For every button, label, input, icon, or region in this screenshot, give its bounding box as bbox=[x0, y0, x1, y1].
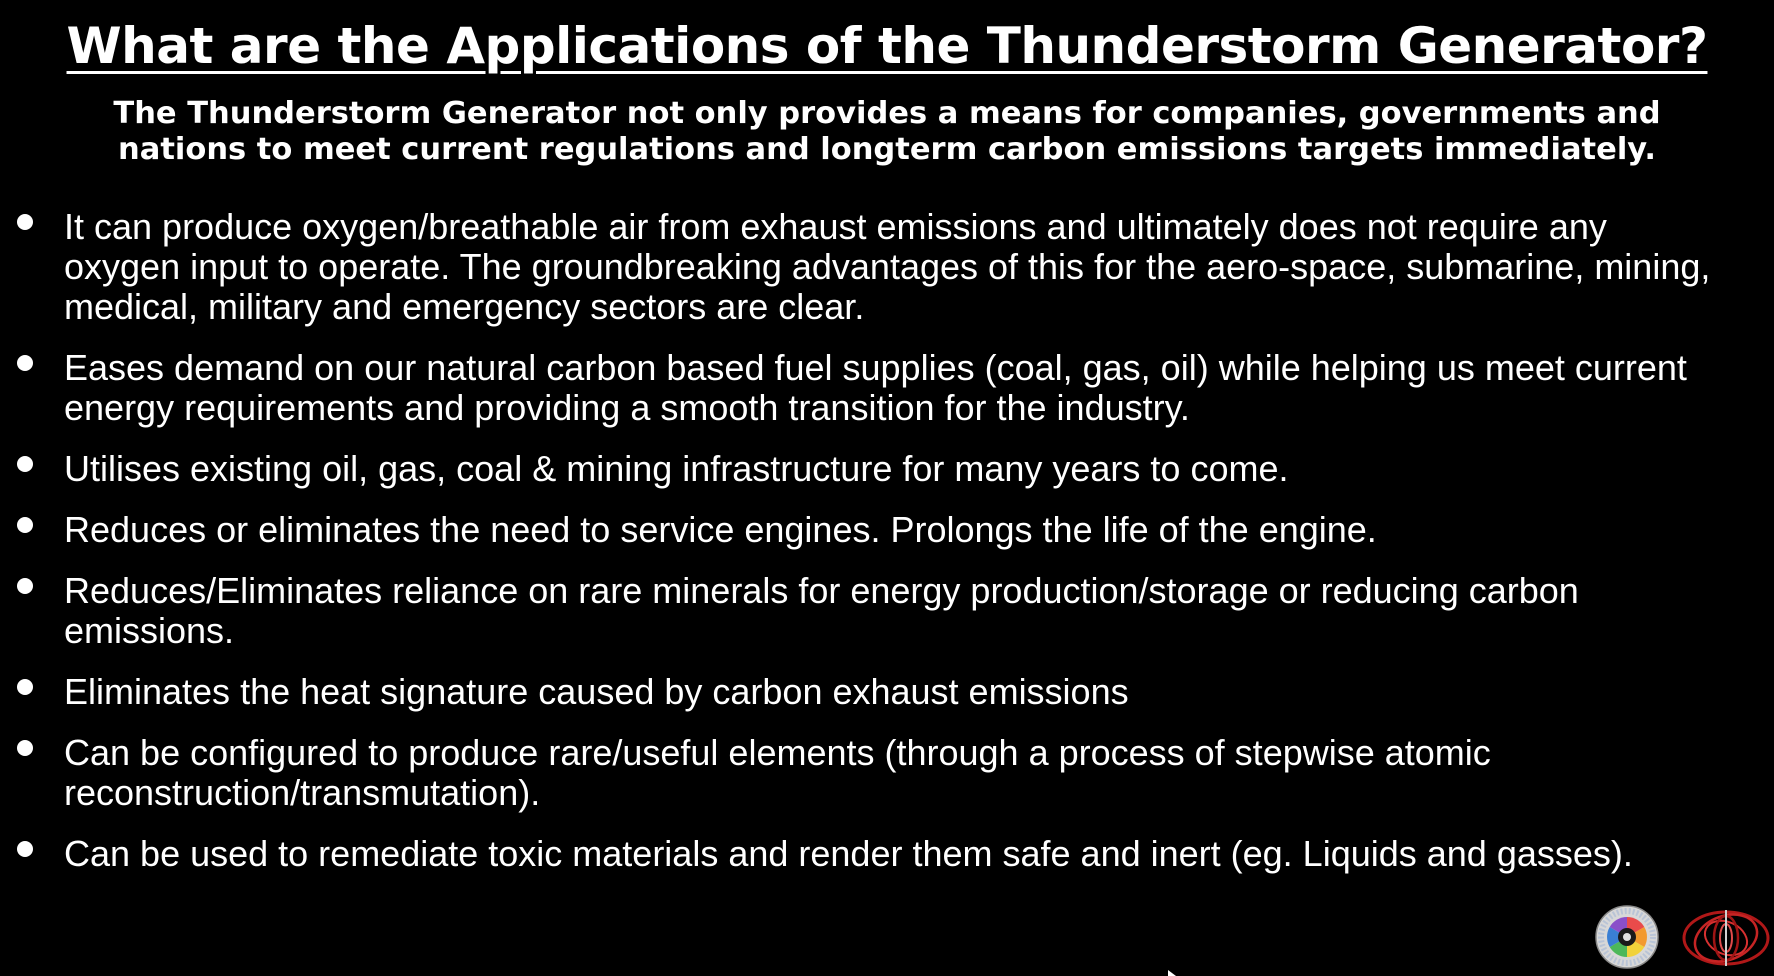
bullet-list bbox=[0, 207, 1730, 895]
bullet-text: Eliminates the heat signature caused by carbon exhaust emissions bbox=[64, 671, 1129, 712]
bullet-text: Eases demand on our natural carbon based fuel supplies (coal, gas, oil) while helping us meet current energy requirements and providing a smooth transition for the industry. bbox=[64, 347, 1687, 428]
color-wheel-logo-icon bbox=[1594, 904, 1660, 970]
bullet-text: Reduces or eliminates the need to service engines. Prolongs the life of the engine. bbox=[64, 509, 1377, 550]
bullet-item bbox=[0, 571, 1730, 651]
bullet-dot-icon bbox=[17, 740, 33, 756]
bullet-item bbox=[0, 348, 1730, 428]
bullet-text: Utilises existing oil, gas, coal & mining infrastructure for many years to come. bbox=[64, 448, 1289, 489]
bullet-dot-icon bbox=[17, 679, 33, 695]
bullet-text: It can produce oxygen/breathable air from exhaust emissions and ultimately does not require any oxygen input to operate. The groundbreaking advantages of this for the aero-space, submarine, mining, medical, military and emergency sectors are clear. bbox=[64, 206, 1711, 327]
bullet-dot-icon bbox=[17, 517, 33, 533]
red-coil-logo-icon bbox=[1680, 906, 1772, 970]
bullet-item bbox=[0, 449, 1730, 489]
bullet-dot-icon bbox=[17, 841, 33, 857]
slide-title-text: What are the Applications of the Thunderstorm Generator? bbox=[66, 17, 1708, 75]
bullet-text: Reduces/Eliminates reliance on rare minerals for energy production/storage or reducing carbon emissions. bbox=[64, 570, 1579, 651]
bullet-item bbox=[0, 207, 1730, 327]
bullet-item bbox=[0, 834, 1730, 874]
slide-subtitle: The Thunderstorm Generator not only provides a means for companies, governments and nations to meet current regulations and longterm carbon emissions targets immediately. bbox=[113, 96, 1661, 167]
bullet-text: Can be used to remediate toxic materials and render them safe and inert (eg. Liquids and gasses). bbox=[64, 833, 1633, 874]
mouse-cursor-icon bbox=[1168, 970, 1176, 976]
bullet-item bbox=[0, 733, 1730, 813]
bullet-dot-icon bbox=[17, 456, 33, 472]
bullet-item bbox=[0, 510, 1730, 550]
bullet-text: Can be configured to produce rare/useful elements (through a process of stepwise atomic reconstruction/transmutation). bbox=[64, 732, 1491, 813]
bullet-dot-icon bbox=[17, 355, 33, 371]
bullet-dot-icon bbox=[17, 578, 33, 594]
slide-title bbox=[0, 14, 1774, 78]
bullet-item bbox=[0, 672, 1730, 712]
bullet-dot-icon bbox=[17, 214, 33, 230]
